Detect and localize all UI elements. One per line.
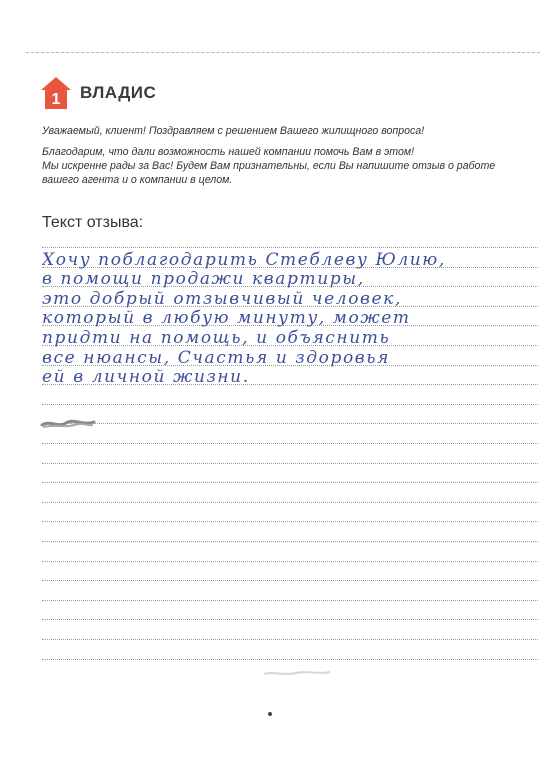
request-line-cont: вашего агента и о компании в целом. <box>42 174 233 186</box>
ruled-line <box>42 423 538 424</box>
brand-name: ВЛАДИС <box>80 83 157 102</box>
ruled-line <box>42 502 538 503</box>
handwritten-line: ей в личной жизни. <box>42 367 250 387</box>
ruled-line <box>42 541 538 542</box>
intro-text <box>42 124 522 187</box>
ruled-line <box>42 482 538 483</box>
ruled-line <box>42 600 538 601</box>
ruled-line <box>42 639 538 640</box>
handwritten-line: придти на помощь, и объяснить <box>42 328 391 348</box>
ruled-line <box>42 247 538 248</box>
handwritten-line: это добрый отзывчивый человек, <box>42 289 402 309</box>
request-line: Мы искренне рады за Вас! Будем Вам признательны, если Вы напишите отзыв о работе <box>42 160 496 172</box>
ruled-line <box>42 443 538 444</box>
ink-dot <box>268 712 272 716</box>
logo-digit: 1 <box>51 91 61 108</box>
handwritten-line: который в любую минуту, может <box>42 308 411 328</box>
handwritten-line: Хочу поблагодарить Стеблеву Юлию, <box>42 250 446 270</box>
handwritten-line: все нюансы, Счастья и здоровья <box>42 348 390 368</box>
crossed-out-scribble <box>40 418 96 430</box>
handwritten-line: в помощи продажи квартиры, <box>42 269 365 289</box>
ruled-line <box>42 580 538 581</box>
review-title: Текст отзыва: <box>42 214 144 231</box>
house-1-icon <box>40 76 72 110</box>
ruled-line <box>42 463 538 464</box>
greeting-line: Уважаемый, клиент! Поздравляем с решением Вашего жилищного вопроса! <box>42 125 425 137</box>
top-divider <box>26 52 540 53</box>
ruled-line <box>42 659 538 660</box>
ruled-line <box>42 619 538 620</box>
faint-bleed-mark <box>262 668 332 678</box>
ruled-line <box>42 561 538 562</box>
ruled-line <box>42 404 538 405</box>
thanks-line: Благодарим, что дали возможность нашей компании помочь Вам в этом! <box>42 146 415 158</box>
brand-header <box>40 76 156 110</box>
ruled-line <box>42 521 538 522</box>
